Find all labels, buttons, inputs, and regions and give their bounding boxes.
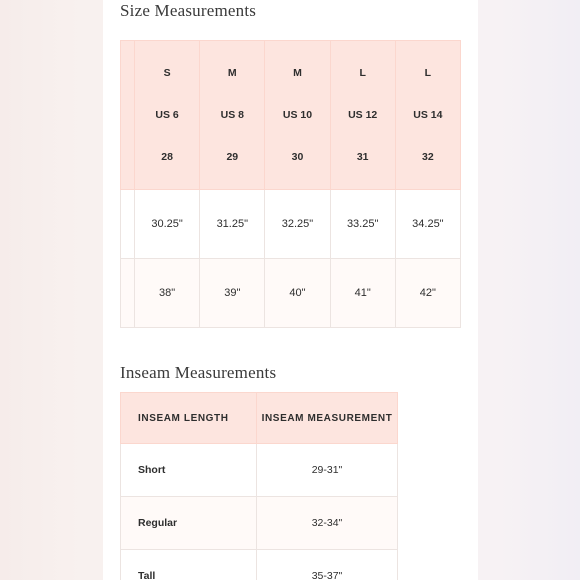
table-cell: 31.25" (200, 190, 265, 259)
inseam-table (120, 392, 398, 580)
table-row (121, 497, 398, 550)
table-row (121, 190, 461, 259)
size-header-row (121, 41, 461, 190)
us-size: US 10 (282, 109, 313, 121)
size-column-header (200, 41, 265, 190)
table-cell: 33.25" (330, 190, 395, 259)
inseam-measurement-header: INSEAM MEASUREMENT (257, 393, 398, 444)
table-cell: 42" (395, 259, 460, 328)
size-letter: L (359, 67, 366, 79)
inseam-length: Regular (121, 497, 257, 550)
size-column-header (135, 41, 200, 190)
us-size: US 12 (348, 109, 378, 121)
size-table (120, 40, 461, 328)
waist-number: 29 (226, 151, 239, 163)
inseam-measurement: 32-34" (257, 497, 398, 550)
size-letter: L (424, 67, 432, 79)
table-row (121, 444, 398, 497)
table-row (121, 550, 398, 580)
table-cell: 30.25" (135, 190, 200, 259)
us-size: US 6 (155, 109, 179, 121)
table-cell: 38" (135, 259, 200, 328)
row-stub (121, 41, 135, 190)
size-column-header (265, 41, 330, 190)
waist-number: 32 (422, 151, 434, 163)
inseam-length-header: INSEAM LENGTH (121, 393, 257, 444)
row-stub (121, 190, 135, 259)
waist-number: 28 (161, 151, 173, 163)
table-row (121, 259, 461, 328)
table-cell: 39" (200, 259, 265, 328)
size-letter: M (293, 67, 302, 79)
size-column-header (330, 41, 395, 190)
size-column-header (395, 41, 460, 190)
size-letter: M (227, 67, 237, 79)
inseam-measurement: 35-37" (257, 550, 398, 580)
size-measurements-heading: Size Measurements (120, 1, 257, 20)
waist-number: 30 (291, 151, 304, 163)
inseam-length: Short (121, 444, 257, 497)
table-cell: 32.25" (265, 190, 330, 259)
inseam-measurements-heading: Inseam Measurements (120, 363, 277, 382)
size-letter: S (163, 67, 171, 79)
waist-number: 31 (356, 151, 369, 163)
inseam-length: Tall (121, 550, 257, 580)
size-chart-card (103, 0, 478, 580)
inseam-header-row (121, 393, 398, 444)
row-stub (121, 259, 135, 328)
us-size: US 8 (220, 109, 244, 121)
inseam-measurement: 29-31" (257, 444, 398, 497)
table-cell: 34.25" (395, 190, 460, 259)
table-cell: 41" (330, 259, 395, 328)
us-size: US 14 (413, 109, 443, 121)
table-cell: 40" (265, 259, 330, 328)
